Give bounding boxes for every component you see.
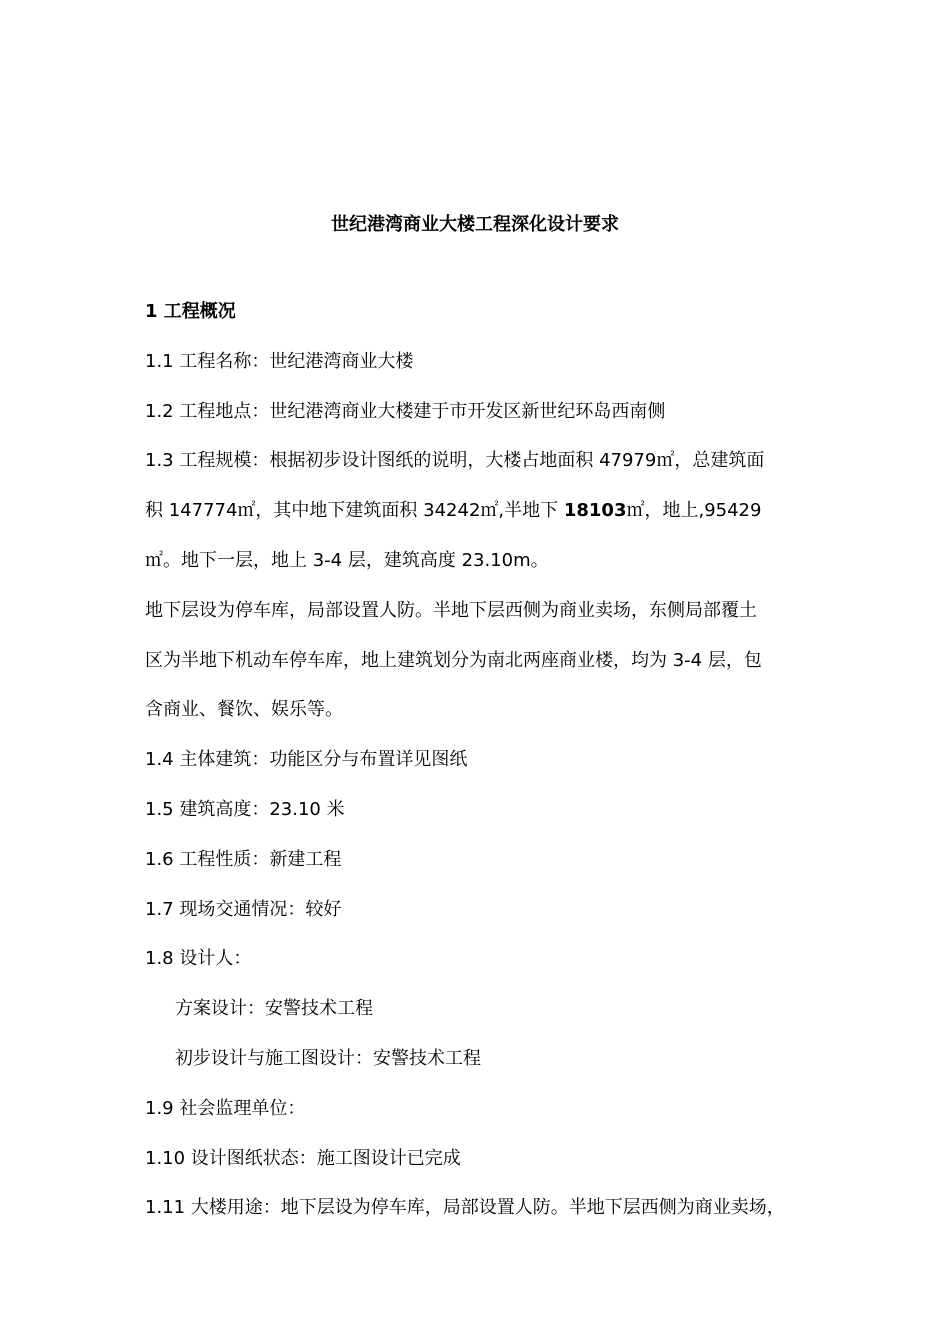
item-main-building: 1.4 主体建筑：功能区分与布置详见图纸 [145, 749, 468, 771]
document-body [145, 287, 825, 1233]
item-traffic-conditions: 1.7 现场交通情况：较好 [145, 898, 342, 920]
section-heading: 1 工程概况 [145, 301, 236, 322]
preliminary-design: 初步设计与施工图设计：安警技术工程 [175, 1047, 481, 1069]
item-project-location: 1.2 工程地点：世纪港湾商业大楼建于市开发区新世纪环岛西南侧 [145, 400, 666, 422]
item-project-name: 1.1 工程名称：世纪港湾商业大楼 [145, 350, 414, 372]
description-line-2: 区为半地下机动车停车库，地上建筑划分为南北两座商业楼，均为 3-4 层，包 [145, 649, 762, 671]
item-designer: 1.8 设计人： [145, 948, 252, 970]
item-project-scale-line-3: ㎡。地下一层，地上 3-4 层，建筑高度 23.10m。 [145, 549, 549, 571]
scale-text-bold: 18103 [563, 500, 627, 522]
scale-text-before: 积 147774㎡，其中地下建筑面积 34242㎡,半地下 [145, 500, 564, 522]
item-project-nature: 1.6 工程性质：新建工程 [145, 848, 342, 870]
scheme-design: 方案设计：安警技术工程 [175, 998, 373, 1020]
item-supervision-unit: 1.9 社会监理单位： [145, 1097, 306, 1119]
item-building-use: 1.11 大楼用途：地下层设为停车库，局部设置人防。半地下层西侧为商业卖场， [145, 1197, 785, 1219]
description-line-1: 地下层设为停车库，局部设置人防。半地下层西侧为商业卖场，东侧局部覆土 [145, 599, 757, 621]
description-line-3: 含商业、餐饮、娱乐等。 [145, 699, 343, 721]
item-project-scale-line-1: 1.3 工程规模：根据初步设计图纸的说明，大楼占地面积 47979㎡，总建筑面 [145, 450, 765, 472]
item-building-height: 1.5 建筑高度：23.10 米 [145, 798, 345, 820]
scale-text-after: ㎡，地上,95429 [626, 500, 762, 522]
item-drawing-status: 1.10 设计图纸状态：施工图设计已完成 [145, 1147, 461, 1169]
item-project-scale-line-2 [145, 486, 825, 536]
document-title: 世纪港湾商业大楼工程深化设计要求 [331, 214, 619, 235]
